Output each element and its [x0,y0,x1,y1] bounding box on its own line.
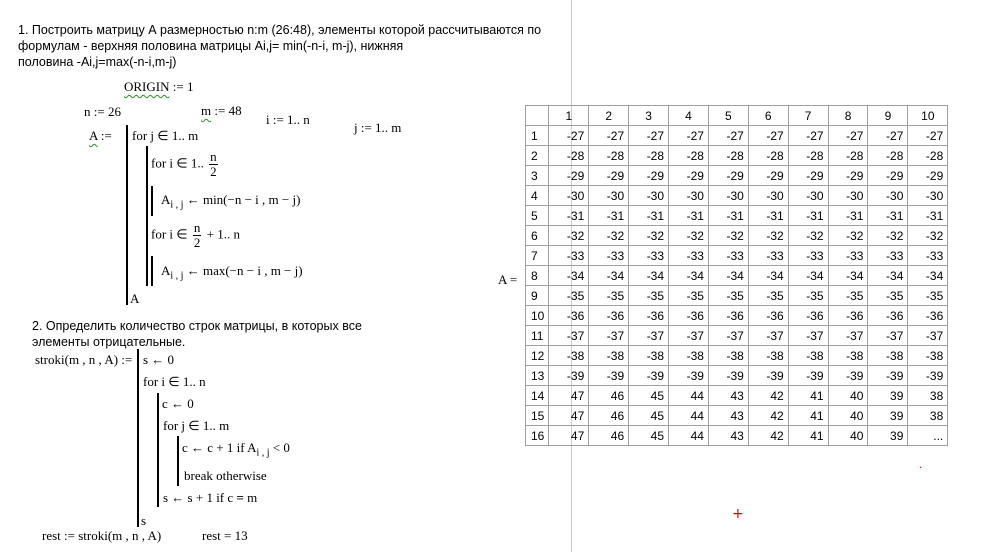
c-increment-suffix: < 0 [272,440,290,455]
matrix-cell[interactable]: -27 [708,126,748,146]
matrix-cell[interactable]: 41 [788,406,828,426]
origin-definition[interactable] [124,79,193,95]
matrix-cell[interactable]: -32 [549,226,589,246]
matrix-column-header: 1 [549,106,589,126]
stroki-c-init[interactable]: c ← 0 [162,396,194,411]
matrix-cell[interactable]: 43 [708,406,748,426]
matrix-cell[interactable]: -31 [868,206,908,226]
matrix-cell[interactable]: 39 [868,426,908,446]
matrix-output-table[interactable] [525,105,948,446]
matrix-cell[interactable]: -38 [708,346,748,366]
for-i-first-prefix: for i ∈ 1.. [151,155,204,171]
matrix-cell[interactable]: -29 [828,166,868,186]
matrix-cell[interactable]: -30 [828,186,868,206]
matrix-column-header: 2 [589,106,629,126]
red-dot-marker: . [919,457,923,471]
program-a-inner-bar [146,146,148,286]
matrix-cell[interactable]: -31 [629,206,669,226]
origin-name: ORIGIN [124,79,170,94]
matrix-cell[interactable]: -39 [908,366,948,386]
matrix-cell[interactable]: -30 [908,186,948,206]
matrix-cell[interactable]: -28 [669,146,709,166]
a-name: A [89,128,98,143]
matrix-cell[interactable]: 44 [669,406,709,426]
task1-text-region[interactable] [18,22,541,70]
matrix-cell[interactable]: -33 [868,246,908,266]
matrix-cell[interactable]: -37 [549,326,589,346]
stroki-for-j[interactable]: for j ∈ 1.. m [163,418,230,433]
matrix-cell[interactable]: -38 [629,346,669,366]
n-definition[interactable]: n := 26 [84,104,121,119]
matrix-cell[interactable]: 40 [828,386,868,406]
i-range-definition[interactable]: i := 1.. n [266,112,310,127]
fraction-denominator: 2 [210,164,217,179]
matrix-cell[interactable]: 45 [629,426,669,446]
matrix-cell[interactable]: 46 [589,406,629,426]
matrix-column-header: 6 [748,106,788,126]
matrix-row [526,146,948,166]
matrix-cell[interactable]: -36 [708,306,748,326]
matrix-cell[interactable]: -27 [549,126,589,146]
fraction-numerator: n [210,149,217,164]
matrix-cell[interactable]: 45 [629,406,669,426]
matrix-cell[interactable]: -27 [868,126,908,146]
matrix-cell[interactable]: -31 [708,206,748,226]
matrix-cell[interactable]: -31 [669,206,709,226]
matrix-cell[interactable]: -35 [629,286,669,306]
for-i-second-prefix: for i ∈ [151,226,188,242]
matrix-cell[interactable]: -31 [908,206,948,226]
j-range-definition[interactable]: j := 1.. m [354,120,402,135]
matrix-cell[interactable]: -28 [828,146,868,166]
matrix-row-header: 11 [526,326,549,346]
matrix-cell[interactable]: -32 [589,226,629,246]
matrix-row-header: 8 [526,266,549,286]
matrix-row [526,206,948,226]
matrix-cell[interactable]: -30 [748,186,788,206]
matrix-cell[interactable]: -33 [669,246,709,266]
matrix-cell[interactable]: -38 [788,346,828,366]
matrix-cell[interactable]: -36 [868,306,908,326]
matrix-cell[interactable]: -36 [549,306,589,326]
c-increment-prefix: c ← c + 1 if A [182,440,257,455]
matrix-cell[interactable]: -27 [748,126,788,146]
matrix-cell[interactable]: -28 [748,146,788,166]
stroki-for-i-bar [157,393,159,507]
matrix-row [526,366,948,386]
task2-text-region[interactable] [32,318,362,350]
matrix-cell[interactable]: 40 [828,406,868,426]
matrix-cell[interactable]: 42 [748,426,788,446]
program-a-max-assignment[interactable] [161,263,303,282]
bold-equals: = [236,490,244,505]
matrix-cell[interactable]: -35 [868,286,908,306]
matrix-cell[interactable]: -35 [788,286,828,306]
task1-line-1: 1. Построить матрицу А размерностью n:m (26:48), элементы которой рассчитываются по [18,23,542,37]
matrix-cell[interactable]: -29 [669,166,709,186]
matrix-row [526,346,948,366]
matrix-cell[interactable]: -37 [629,326,669,346]
matrix-cell[interactable]: -32 [629,226,669,246]
matrix-cell[interactable]: -32 [669,226,709,246]
matrix-cell[interactable]: -34 [549,266,589,286]
matrix-cell[interactable]: -35 [549,286,589,306]
matrix-row-header: 2 [526,146,549,166]
matrix-cell[interactable]: -32 [708,226,748,246]
matrix-cell[interactable]: -36 [828,306,868,326]
matrix-cell[interactable]: -34 [868,266,908,286]
for-i-second-suffix: + 1.. n [206,226,240,242]
task1-line-2: формулам - верхняя половина матрицы Ai,j= min(-n-i, m-j), нижняя [18,39,404,53]
matrix-cell[interactable]: -33 [589,246,629,266]
matrix-cell[interactable]: -29 [708,166,748,186]
matrix-cell[interactable]: -35 [748,286,788,306]
max-expression: ← max(−n − i , m − j) [186,263,303,278]
matrix-cell[interactable]: -38 [669,346,709,366]
matrix-cell[interactable]: -33 [828,246,868,266]
matrix-cell[interactable]: 42 [748,386,788,406]
matrix-cell[interactable]: -33 [549,246,589,266]
matrix-cell[interactable]: -33 [788,246,828,266]
matrix-cell[interactable]: 44 [669,426,709,446]
m-value: := 48 [214,103,242,118]
matrix-cell[interactable]: -39 [589,366,629,386]
matrix-cell[interactable]: -31 [748,206,788,226]
matrix-cell[interactable]: -39 [708,366,748,386]
matrix-cell[interactable]: -37 [868,326,908,346]
matrix-cell[interactable]: -28 [629,146,669,166]
matrix-cell[interactable]: -28 [788,146,828,166]
matrix-cell[interactable]: -30 [669,186,709,206]
matrix-cell[interactable]: 38 [908,406,948,426]
matrix-cell[interactable]: -37 [788,326,828,346]
m-definition[interactable] [201,103,242,119]
matrix-row-header: 12 [526,346,549,366]
matrix-row-header: 15 [526,406,549,426]
insertion-cursor-marker: + [732,506,744,522]
matrix-row-header: 10 [526,306,549,326]
matrix-row [526,406,948,426]
matrix-cell[interactable]: -34 [708,266,748,286]
min-expression: ← min(−n − i , m − j) [186,192,301,207]
matrix-cell[interactable]: 45 [629,386,669,406]
n-over-2-fraction [209,150,218,179]
matrix-cell[interactable]: -39 [868,366,908,386]
origin-value: := 1 [172,79,194,94]
matrix-cell[interactable]: -29 [908,166,948,186]
matrix-cell[interactable]: -37 [828,326,868,346]
stroki-outer-bar [137,349,139,527]
matrix-cell[interactable]: -29 [748,166,788,186]
matrix-header-row [526,106,948,126]
c-increment-subscript: i , j [256,447,270,459]
matrix-cell[interactable]: -35 [828,286,868,306]
matrix-cell[interactable]: -29 [629,166,669,186]
stroki-s-increment[interactable] [163,490,257,506]
matrix-cell[interactable]: 40 [828,426,868,446]
matrix-cell[interactable]: -37 [669,326,709,346]
matrix-row-header: 13 [526,366,549,386]
matrix-cell[interactable]: -28 [549,146,589,166]
matrix-cell[interactable]: -39 [669,366,709,386]
matrix-cell[interactable]: -27 [669,126,709,146]
matrix-label: A = [498,272,518,287]
matrix-row-header: 5 [526,206,549,226]
matrix-cell[interactable]: 47 [549,426,589,446]
program-a-for-i-first[interactable] [151,150,220,179]
matrix-cell[interactable]: -37 [908,326,948,346]
matrix-cell[interactable]: -39 [629,366,669,386]
matrix-cell[interactable]: -38 [589,346,629,366]
matrix-cell[interactable]: -34 [828,266,868,286]
matrix-cell[interactable]: -33 [748,246,788,266]
matrix-cell[interactable]: -39 [748,366,788,386]
matrix-row [526,386,948,406]
matrix-column-header: 8 [828,106,868,126]
matrix-row [526,226,948,246]
matrix-row-header: 3 [526,166,549,186]
matrix-cell[interactable]: -32 [908,226,948,246]
matrix-cell[interactable]: -36 [788,306,828,326]
matrix-row-header: 14 [526,386,549,406]
matrix-cell[interactable]: 43 [708,426,748,446]
matrix-cell[interactable]: -38 [549,346,589,366]
matrix-cell[interactable]: -34 [908,266,948,286]
matrix-cell[interactable]: -34 [748,266,788,286]
matrix-cell[interactable]: -30 [589,186,629,206]
matrix-cell[interactable]: -36 [748,306,788,326]
matrix-cell[interactable]: -32 [788,226,828,246]
matrix-row-header: 9 [526,286,549,306]
a-ij-subscript: i , j [170,199,184,211]
matrix-cell[interactable]: -28 [868,146,908,166]
matrix-cell[interactable]: -37 [748,326,788,346]
matrix-cell[interactable]: -34 [669,266,709,286]
stroki-return[interactable]: s [141,513,147,528]
program-a-min-assignment[interactable] [161,192,300,211]
matrix-cell[interactable]: -35 [669,286,709,306]
s-increment-prefix: s ← s + 1 if c [163,490,234,505]
stroki-header[interactable]: stroki(m , n , A) := [35,352,133,367]
matrix-cell[interactable]: -33 [908,246,948,266]
matrix-column-header: 7 [788,106,828,126]
matrix-cell[interactable]: -27 [629,126,669,146]
matrix-row [526,426,948,446]
a-assign-operator: := [100,128,112,143]
matrix-cell[interactable]: -31 [788,206,828,226]
matrix-cell[interactable]: -28 [589,146,629,166]
matrix-cell[interactable]: -31 [549,206,589,226]
rest-definition[interactable]: rest := stroki(m , n , A) [42,528,162,543]
matrix-cell[interactable]: -36 [669,306,709,326]
s-increment-suffix: m [247,490,258,505]
matrix-cell[interactable]: -27 [828,126,868,146]
matrix-row-header: 4 [526,186,549,206]
matrix-cell[interactable]: -33 [708,246,748,266]
matrix-column-header: 9 [868,106,908,126]
matrix-cell[interactable]: 47 [549,406,589,426]
matrix-row [526,186,948,206]
program-a-for-j[interactable]: for j ∈ 1.. m [132,128,199,143]
matrix-cell[interactable]: -29 [868,166,908,186]
n-over-2-fraction-second [193,221,202,250]
program-a-loop1-bar [151,186,153,216]
task2-line-1: 2. Определить количество строк матрицы, в которых все [32,319,362,333]
matrix-cell[interactable]: -28 [708,146,748,166]
matrix-cell[interactable]: -35 [908,286,948,306]
stroki-s-init[interactable]: s ← 0 [143,352,175,367]
matrix-row [526,246,948,266]
matrix-cell[interactable]: 46 [589,386,629,406]
matrix-column-header: 3 [629,106,669,126]
task1-line-3: половина -Ai,j=max(-n-i,m-j) [18,55,177,69]
matrix-row [526,266,948,286]
program-a-for-i-second[interactable] [151,221,240,250]
matrix-cell[interactable]: -32 [828,226,868,246]
a-ij-name-second: A [161,263,171,278]
matrix-cell[interactable]: -36 [629,306,669,326]
matrix-cell[interactable]: -36 [908,306,948,326]
matrix-cell[interactable]: -37 [589,326,629,346]
matrix-cell[interactable]: 41 [788,386,828,406]
matrix-cell[interactable]: -34 [629,266,669,286]
matrix-cell[interactable]: 42 [748,406,788,426]
matrix-cell[interactable]: 46 [589,426,629,446]
matrix-cell[interactable]: -29 [589,166,629,186]
matrix-cell[interactable]: 38 [908,386,948,406]
matrix-row [526,306,948,326]
matrix-output-table-region[interactable] [525,105,948,446]
matrix-cell[interactable]: -37 [708,326,748,346]
matrix-cell[interactable]: 41 [788,426,828,446]
matrix-cell[interactable]: 39 [868,406,908,426]
matrix-cell[interactable]: -39 [828,366,868,386]
matrix-cell[interactable]: -39 [788,366,828,386]
matrix-cell[interactable]: -38 [748,346,788,366]
matrix-cell[interactable]: ... [908,426,948,446]
matrix-cell[interactable]: -31 [589,206,629,226]
matrix-row-header: 16 [526,426,549,446]
matrix-cell[interactable]: -29 [549,166,589,186]
matrix-row [526,126,948,146]
matrix-cell[interactable]: -32 [748,226,788,246]
matrix-row [526,326,948,346]
program-a-return[interactable]: A [130,291,140,306]
a-ij-name: A [161,192,171,207]
matrix-row-header: 6 [526,226,549,246]
matrix-row-header: 1 [526,126,549,146]
a-ij-subscript-second: i , j [170,270,184,282]
matrix-row [526,286,948,306]
stroki-c-increment[interactable] [182,440,290,459]
matrix-cell[interactable]: -28 [908,146,948,166]
matrix-cell[interactable]: -32 [868,226,908,246]
matrix-corner-cell [526,106,549,126]
matrix-column-header: 5 [708,106,748,126]
matrix-cell[interactable]: -27 [908,126,948,146]
program-a-outer-bar [126,125,128,305]
matrix-column-header: 10 [908,106,948,126]
matrix-cell[interactable]: -30 [629,186,669,206]
matrix-cell[interactable]: -27 [589,126,629,146]
matrix-cell[interactable]: -30 [788,186,828,206]
matrix-cell[interactable]: 44 [669,386,709,406]
matrix-cell[interactable]: -35 [708,286,748,306]
matrix-cell[interactable]: -30 [708,186,748,206]
m-name: m [201,103,212,118]
a-assignment-label[interactable] [89,128,112,144]
stroki-for-j-bar [177,436,179,486]
matrix-cell[interactable]: -30 [549,186,589,206]
matrix-cell[interactable]: -33 [629,246,669,266]
program-a-loop2-bar [151,256,153,286]
matrix-cell[interactable]: 47 [549,386,589,406]
matrix-cell[interactable]: -34 [788,266,828,286]
matrix-cell[interactable]: -34 [589,266,629,286]
rest-result[interactable]: rest = 13 [202,528,248,543]
matrix-cell[interactable]: -27 [788,126,828,146]
matrix-row-header: 7 [526,246,549,266]
matrix-body [526,126,948,446]
matrix-cell[interactable]: -31 [828,206,868,226]
matrix-cell[interactable]: -30 [868,186,908,206]
matrix-cell[interactable]: -38 [908,346,948,366]
matrix-column-header: 4 [669,106,709,126]
fraction-numerator-second: n [193,220,201,235]
fraction-denominator-second: 2 [193,235,201,250]
matrix-cell[interactable]: 43 [708,386,748,406]
matrix-row [526,166,948,186]
matrix-cell[interactable]: 39 [868,386,908,406]
matrix-cell[interactable]: -38 [828,346,868,366]
matrix-cell[interactable]: -39 [549,366,589,386]
task2-line-2: элементы отрицательные. [32,335,186,349]
matrix-cell[interactable]: -38 [868,346,908,366]
matrix-cell[interactable]: -36 [589,306,629,326]
stroki-break-line[interactable]: break otherwise [184,468,267,483]
matrix-cell[interactable]: -29 [788,166,828,186]
stroki-for-i[interactable]: for i ∈ 1.. n [143,374,206,389]
matrix-cell[interactable]: -35 [589,286,629,306]
